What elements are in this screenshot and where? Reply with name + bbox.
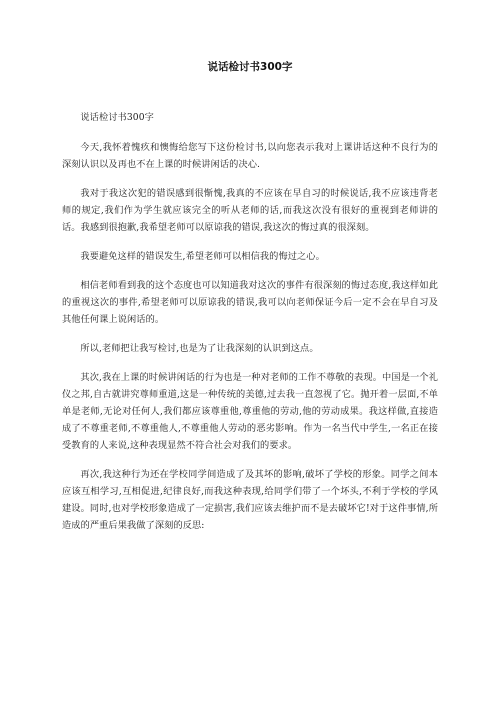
paragraph-5: 所以,老师把让我写检讨,也是为了让我深刻的认识到这点。 xyxy=(80,343,319,354)
paragraph-3: 我要避免这样的错误发生,希望老师可以相信我的悔过之心。 xyxy=(80,251,325,262)
paragraph-1: 今天,我怀着愧疚和懊悔给您写下这份检讨书,以向您表示我对上课讲话这种不良行为的深刻认识以及再也不在上课的时候讲闲话的决心. xyxy=(62,142,438,170)
paragraph-4: 相信老师看到我的这个态度也可以知道我对这次的事件有很深刻的悔过态度,我这样如此的重视这次的事件,希望老师可以原谅我的错误,我可以向老师保证今后一定不会在早自习及其他任何课上说闲话的。 xyxy=(62,280,438,325)
paragraph-6: 其次,我在上课的时候讲闲话的行为也是一种对老师的工作不尊敬的表现。中国是一个礼仪之邦,自古就讲究尊师重道,这是一种传统的美德,过去我一直忽视了它。抛开着一层面,不单单是老师,无论对任何人,我们都应该尊重他,尊重他的劳动,他的劳动成果。我这样做,直接造成了不尊重老师,不尊重他人,不尊重他人劳动的恶劣影响。作为一名当代中学生,一名正在接受教育的人来说,这种表现显然不符合社会对我们的要求。 xyxy=(62,372,438,451)
document-title: 说话检讨书300字 xyxy=(207,61,293,73)
paragraph-7: 再次,我这种行为还在学校同学间造成了及其坏的影响,破坏了学校的形象。同学之间本应该互相学习,互相促进,纪律良好,而我这种表现,给同学们带了一个坏头,不利于学校的学风建设。同时,也对学校形象造成了一定损害,我们应该去维护而不是去破坏它!对于这件事情,所造成的严重后果我做了深刻的反思: xyxy=(62,469,438,531)
paragraph-2: 我对于我这次犯的错误感到很惭愧,我真的不应该在早自习的时候说话,我不应该违背老师的规定,我们作为学生就应该完全的听从老师的话,而我这次没有很好的重视到老师讲的话。我感到很抱歉,我希望老师可以原谅我的错误,我这次的悔过真的很深刻。 xyxy=(62,188,438,233)
paragraph-subtitle: 说话检讨书300字 xyxy=(80,112,154,123)
